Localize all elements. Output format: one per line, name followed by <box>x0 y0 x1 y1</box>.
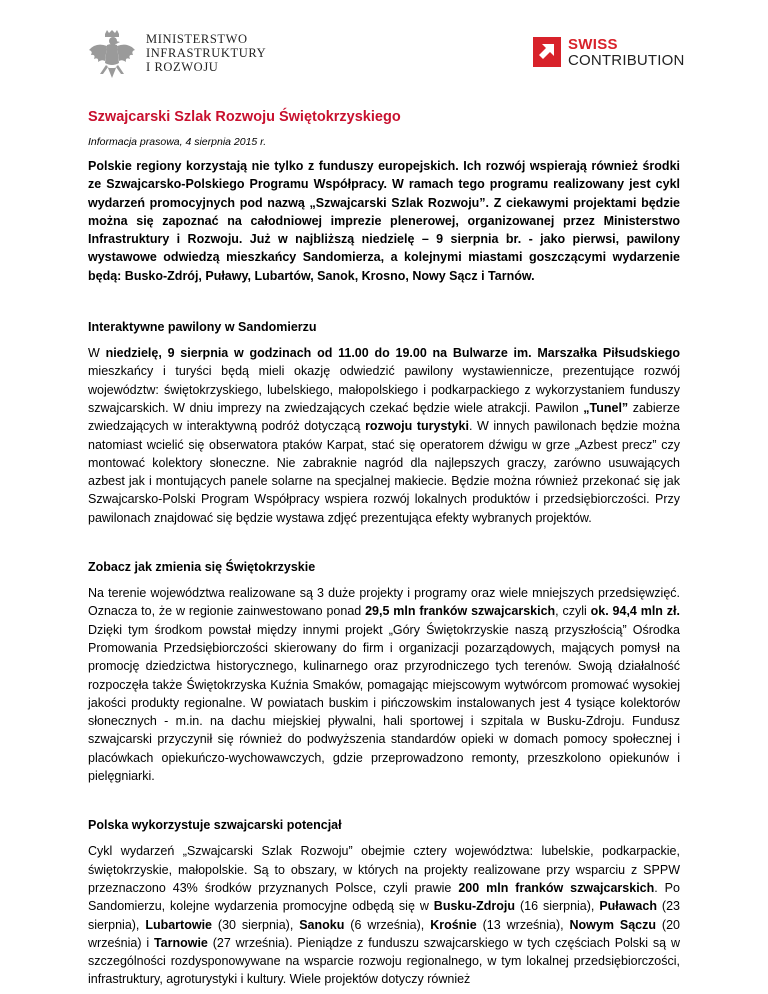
press-release-date: Informacja prasowa, 4 sierpnia 2015 r. <box>88 136 267 148</box>
page-title: Szwajcarski Szlak Rozwoju Świętokrzyskiego <box>88 109 401 125</box>
text-run: Dzięki tym środkom powstał między innymi projekt „Góry Świętokrzyskie naszą przyszłością” Ośrodka Promowania Przedsiębiorczości skierowany do firm i organizacji pozarządowych, mających pomysł na promocję dziedzictwa historycznego, kulinarnego oraz przyrodniczego tych terenów. Swoją działalność rozpoczęła także Świętokrzyska Kuźnia Smaków, pomagając miejscowym wytwórcom promować wysokiej jakości produkty regionalne. W powiatach buskim i pińczowskim instalowanych jest 4 tysiące kolektorów słonecznych - m.in. na dachu miejskiej pływalni, hali sportowej i szpitala w Busku-Zdroju. Fundusz szwajcarski przyczynił się również do podwyższenia standardów opieki w domach pomocy społecznej i placówkach opiekuńczo-wychowawczych, gdzie przeprowadzono remonty, przeszkolono opiekunów i pielęgniarki. <box>88 622 680 784</box>
bold-run: Tarnowie <box>153 935 208 950</box>
text-run: (27 września). Pieniądze z funduszu szwajcarskiego w tych częściach Polski są w szczególności rozdysponowywane na wsparcie rozwoju regionalnego, w tym lokalnej przedsiębiorczości, infrastruktury, agroturystyki i kultury. Wiele projektów dotyczy również <box>88 935 680 987</box>
text-run: W <box>88 346 106 361</box>
page-header <box>0 0 768 95</box>
section-heading-swietokrzyskie: Zobacz jak zmienia się Świętokrzyskie <box>88 560 316 575</box>
text-run: (20 września) i <box>88 917 680 950</box>
swiss-contribution-logo <box>533 37 685 69</box>
ministry-line-3: I ROZWOJU <box>146 60 219 74</box>
bold-run: rozwoju turystyki <box>365 419 469 434</box>
text-run: (13 września), <box>476 917 570 932</box>
swiss-wordmark-line-2: CONTRIBUTION <box>568 52 685 69</box>
polish-eagle-emblem-icon <box>88 30 136 84</box>
text-run: , czyli <box>555 604 591 619</box>
section-paragraph-pavilions <box>88 344 680 527</box>
text-run: Na terenie województwa realizowane są 3 duże projekty i programy oraz wiele mniejszych przedsięwzięć. Oznacza to, że w regionie zainwestowano ponad <box>88 586 680 619</box>
swiss-wordmark-line-1: SWISS <box>568 36 618 53</box>
section-heading-swiss-potential: Polska wykorzystuje szwajcarski potencjał <box>88 818 342 833</box>
bold-run: 200 mln franków szwajcarskich <box>458 880 655 895</box>
text-run: mieszkańcy i turyści będą mieli okazję odwiedzić pawilony wystawiennicze, prezentujące rozwój województw: świętokrzyskiego, lubelskiego, małopolskiego i podkarpackiego z wykorzystaniem funduszy szwajcarskich. W dniu imprezy na zwiedzających czekać będzie wiele atrakcji. Pawilon <box>88 364 680 415</box>
ministry-line-1: MINISTERSTWO <box>146 32 248 46</box>
bold-run: Puławach <box>599 899 657 914</box>
text-run: (6 września), <box>344 917 431 932</box>
bold-run: 29,5 mln franków szwajcarskich <box>365 604 556 619</box>
bold-run: Krośnie <box>430 917 477 932</box>
document-body <box>88 107 680 989</box>
bold-run: ok. 94,4 mln zł. <box>590 604 680 619</box>
swiss-contribution-mark-icon <box>533 37 561 67</box>
bold-run: Busku-Zdroju <box>433 899 516 914</box>
text-run: (23 sierpnia), <box>88 899 680 932</box>
bold-run: niedzielę, 9 sierpnia w godzinach od 11.00 do 19.00 na Bulwarze im. Marszałka Piłsudskiego <box>105 346 680 361</box>
text-run: (30 sierpnia), <box>212 917 300 932</box>
ministry-line-2: INFRASTRUKTURY <box>146 46 267 60</box>
ministry-logo <box>88 30 266 84</box>
swiss-contribution-wordmark <box>568 37 685 69</box>
section-paragraph-swiss-potential <box>88 842 680 988</box>
bold-run: „Tunel” <box>583 400 629 415</box>
section-paragraph-swietokrzyskie <box>88 584 680 785</box>
bold-run: Lubartowie <box>145 917 212 932</box>
text-run: . W innych pawilonach będzie można natomiast wcielić się obserwatora ptaków Karpat, stać się operatorem dźwigu w grze „Azbest precz” czy montować kolektory słoneczne. Nie zabraknie nagród dla najlepszych graczy, zarówno usuwających azbest jak i montujących panele solarne na specjalnej makiecie. Będzie można również przekonać się jak Szwajcarsko-Polski Program Współpracy wspiera rozwój lokalnych produktów i przedsiębiorczości. Przy pawilonach znajdować się będzie wystawa zdjęć prezentująca efekty wybranych projektów. <box>88 419 680 525</box>
lead-paragraph: Polskie regiony korzystają nie tylko z funduszy europejskich. Ich rozwój wspierają również środki ze Szwajcarsko-Polskiego Programu Współpracy. W ramach tego programu realizowany jest cykl wydarzeń promocyjnych pod nazwą „Szwajcarski Szlak Rozwoju”. Z ciekawymi projektami będzie można się zapoznać na całodniowej imprezie plenerowej, organizowanej przez Ministerstwo Infrastruktury i Rozwoju. Już w najbliższą niedzielę – 9 sierpnia br. - jako pierwsi, pawilony wystawowe odwiedzą mieszkańcy Sandomierza, a kolejnymi miastami goszczącymi wydarzenie będą: Busko-Zdrój, Puławy, Lubartów, Sanok, Krosno, Nowy Sącz i Tarnów. <box>88 159 680 283</box>
bold-run: Nowym Sączu <box>569 917 656 932</box>
text-run: Cykl wydarzeń „Szwajcarski Szlak Rozwoju” obejmie cztery województwa: lubelskie, podkarpackie, świętokrzyskie, małopolskie. Są to obszary, w których na projekty realizowane przy wsparciu z SPPW przeznaczono 43% środków przyznanych Polsce, czyli prawie <box>88 844 680 895</box>
text-run: (16 sierpnia), <box>515 899 600 914</box>
text-run: zabierze zwiedzających w interaktywną podróż dotyczącą <box>88 400 680 434</box>
bold-run: Sanoku <box>299 917 345 932</box>
section-heading-pavilions: Interaktywne pawilony w Sandomierzu <box>88 320 317 335</box>
ministry-name <box>146 32 266 74</box>
text-run: . Po Sandomierzu, kolejne wydarzenia promocyjne odbędą się w <box>88 880 680 914</box>
